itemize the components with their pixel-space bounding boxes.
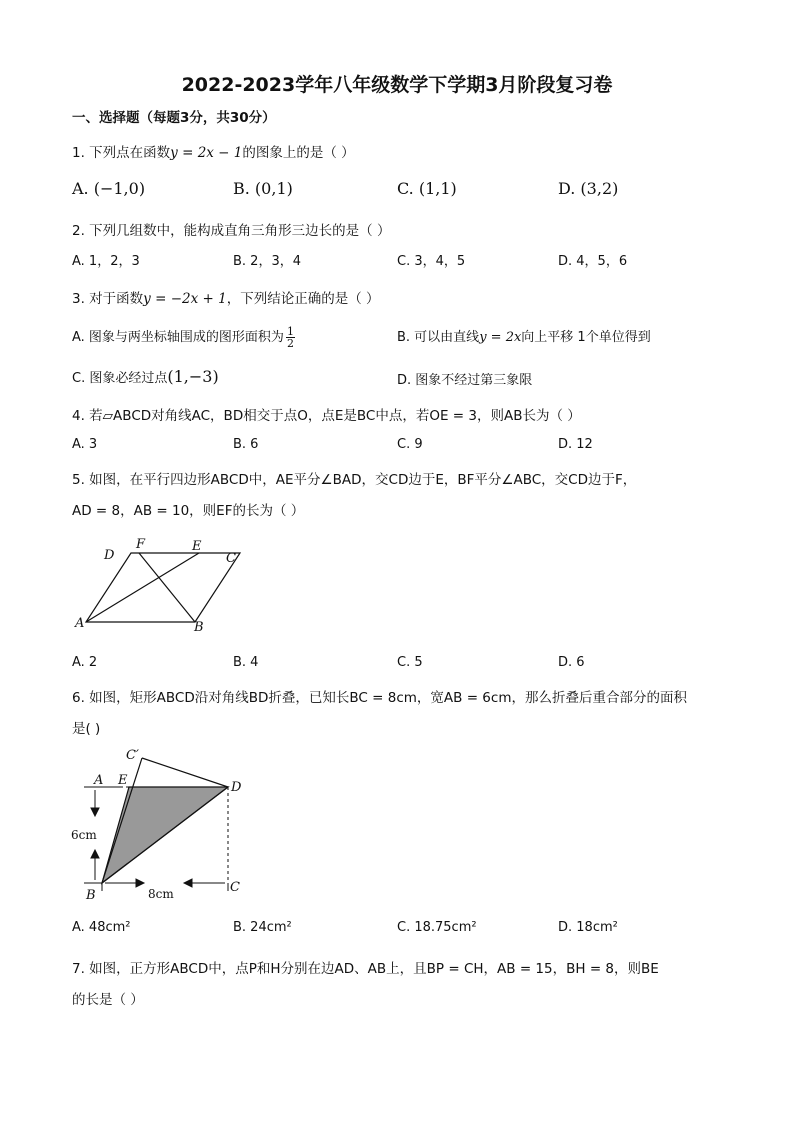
q6-label-b: B: [86, 888, 96, 903]
q3-option-c-point: (1,−3): [167, 367, 219, 386]
question-7-line-2: 的长是（ ）: [72, 992, 144, 1008]
q1-stem-prefix: 1. 下列点在函数: [72, 145, 171, 161]
q3-option-b: [397, 326, 651, 345]
q2-option-d: D. 4，5，6: [558, 254, 628, 269]
q3-option-a: [72, 326, 295, 349]
q1-option-b: B. (0,1): [233, 179, 293, 198]
q3-option-d: D. 图象不经过第三象限: [397, 373, 533, 388]
q5-option-b: B. 4: [233, 655, 259, 670]
question-7-line-1: 7. 如图，正方形ABCD中，点P和H分别在边AD、AB上，且BP = CH，AB = 15，BH = 8，则BE: [72, 961, 659, 977]
q5-option-d: D. 6: [558, 655, 585, 670]
section-heading: 一、选择题（每题3分，共30分）: [72, 110, 276, 126]
q5-label-f: F: [136, 537, 146, 552]
q6-option-c: C. 18.75cm²: [397, 920, 477, 935]
q3-formula: y = −2x + 1: [143, 291, 227, 307]
q5-label-c: C: [226, 551, 236, 566]
q5-segment-bf: [139, 553, 195, 622]
q6-option-d: D. 18cm²: [558, 920, 618, 935]
q4-option-d: D. 12: [558, 437, 593, 452]
q5-parallelogram: [86, 553, 240, 622]
q3-fraction-denominator: 2: [286, 337, 294, 350]
q3-fraction: [286, 326, 295, 349]
q1-option-a: A. (−1,0): [72, 179, 146, 198]
question-6-line-1: 6. 如图，矩形ABCD沿对角线BD折叠，已知长BC = 8cm，宽AB = 6cm，那么折叠后重合部分的面积: [72, 690, 687, 706]
q5-label-d: D: [104, 548, 115, 563]
q2-option-a: A. 1，2，3: [72, 254, 140, 269]
q6-label-width: 6cm: [71, 828, 97, 842]
q2-option-c: C. 3，4，5: [397, 254, 466, 269]
q1-stem-suffix: 的图象上的是（ ）: [242, 145, 355, 161]
q5-option-c: C. 5: [397, 655, 423, 670]
q4-option-a: A. 3: [72, 437, 98, 452]
q3-stem-prefix: 3. 对于函数: [72, 291, 144, 307]
q6-segment-cprime-d: [142, 758, 228, 787]
q2-option-b: B. 2，3，4: [233, 254, 301, 269]
q5-option-a: A. 2: [72, 655, 98, 670]
q3-stem-suffix: ，下列结论正确的是（ ）: [226, 291, 380, 307]
q6-option-a: A. 48cm²: [72, 920, 131, 935]
q3-option-c-prefix: C. 图象必经过点: [72, 371, 168, 386]
q6-label-c: C: [230, 880, 240, 895]
q5-parallelogram-figure: [70, 535, 260, 635]
q6-option-b: B. 24cm²: [233, 920, 292, 935]
q5-label-a: A: [75, 616, 85, 631]
question-3-stem: [72, 287, 380, 307]
question-6-line-2: 是( ): [72, 721, 101, 737]
question-1-stem: [72, 141, 355, 161]
q6-arrow-down-icon: [91, 808, 99, 816]
q1-option-c: C. (1,1): [397, 179, 457, 198]
q6-arrow-up-icon: [91, 850, 99, 858]
q3-option-b-suffix: 向上平移 1个单位得到: [521, 330, 651, 345]
q6-label-cprime: C′: [126, 748, 139, 763]
q3-option-b-formula: y = 2x: [479, 330, 522, 345]
q6-arrow-right-icon: [136, 879, 144, 887]
q4-option-b: B. 6: [233, 437, 259, 452]
q3-option-c: [72, 367, 219, 386]
q5-segment-ae: [86, 553, 199, 622]
q6-arrow-left-icon: [184, 879, 192, 887]
q6-label-a: A: [94, 773, 104, 788]
q4-option-c: C. 9: [397, 437, 423, 452]
q3-fraction-numerator: 1: [286, 325, 294, 338]
page-title: 2022-2023学年八年级数学下学期3月阶段复习卷: [181, 74, 613, 96]
q3-option-a-text: A. 图象与两坐标轴围成的图形面积为: [72, 330, 284, 345]
q6-rectangle-fold-figure: [68, 740, 258, 905]
q1-formula: y = 2x − 1: [170, 145, 243, 161]
q6-label-length: 8cm: [148, 887, 174, 901]
question-5-line-2: AD = 8，AB = 10，则EF的长为（ ）: [72, 503, 305, 519]
q1-option-d: D. (3,2): [558, 179, 619, 198]
question-4-stem: 4. 若▱ABCD对角线AC，BD相交于点O，点E是BC中点，若OE = 3，则AB长为（ ）: [72, 408, 581, 424]
q6-label-e: E: [118, 773, 128, 788]
question-5-line-1: 5. 如图，在平行四边形ABCD中，AE平分∠BAD，交CD边于E，BF平分∠ABC，交CD边于F，: [72, 472, 637, 488]
q5-label-b: B: [194, 620, 204, 635]
q6-label-d: D: [231, 780, 242, 795]
q5-label-e: E: [192, 539, 202, 554]
question-2-stem: 2. 下列几组数中，能构成直角三角形三边长的是（ ）: [72, 223, 391, 239]
q3-option-b-prefix: B. 可以由直线: [397, 330, 480, 345]
